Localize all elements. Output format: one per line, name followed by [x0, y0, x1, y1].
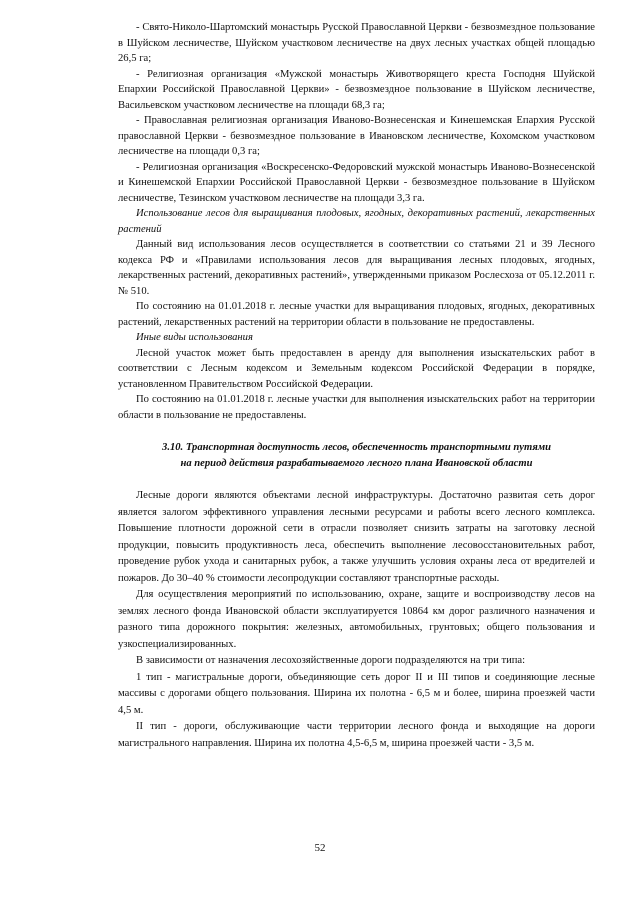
- section-body: [118, 488, 595, 752]
- paragraph: Лесные дороги являются объектами лесной инфраструктуры. Достаточно развитая сеть дорог является залогом эффективного управления лесными ресурсами и работы всего лесного комплекса. Повышение плотности дорожной сети в отрасли позволяет снизить затраты на заготовку лесной продукции, повысить продуктивность леса, обеспечить выполнение лесовосстановительных работ, проведение рубок ухода и санитарных рубок, а также улучшить условия охраны леса от вредителей и пожаров. До 30–40 % стоимости лесопродукции составляют транспортные расходы.: [118, 490, 595, 584]
- list-item: - Свято-Николо-Шартомский монастырь Русской Православной Церкви - безвозмездное пользование в Шуйском лесничестве, Шуйском участковом лесничестве на двух лесных участках общей площадью 26,5 га;: [118, 22, 595, 64]
- list-item: - Религиозная организация «Мужской монастырь Животворящего креста Господня Шуйской Епархии Российской Православной Церкви» - безвозмездное пользование в Шуйском лесничестве, Васильевском участковом лесничестве на площади 68,3 га;: [118, 68, 595, 111]
- section-heading: [118, 440, 595, 472]
- paragraph: По состоянию на 01.01.2018 г. лесные участки для выращивания плодовых, ягодных, декоративных растений, лекарственных растений на территории области в пользование не предоставлены.: [118, 301, 595, 328]
- paragraph: Лесной участок может быть предоставлен в аренду для выполнения изыскательских работ в соответствии с Лесным кодексом и Земельным кодексом Российской Федерации в порядке, установленном Правительством Российской Федерации.: [118, 347, 595, 390]
- paragraph: В зависимости от назначения лесохозяйственные дороги подразделяются на три типа:: [136, 655, 526, 666]
- paragraph: Для осуществления мероприятий по использованию, охране, защите и воспроизводству лесов на землях лесного фонда Ивановской области эксплуатируется 10864 км дорог различного назначения и разного типа дорожного покрытия: железных, автомобильных, грунтовых; общего пользования и узкоспециализированных.: [118, 589, 595, 650]
- paragraph: II тип - дороги, обслуживающие части территории лесного фонда и выходящие на дороги магистрального направления. Ширина их полотна 4,5-6,5 м, ширина проезжей части - 3,5 м.: [118, 721, 595, 749]
- subheading-plants: Использование лесов для выращивания плодовых, ягодных, декоративных растений, лекарственных растений: [118, 208, 595, 235]
- religious-org-list: [118, 20, 595, 206]
- list-item: - Православная религиозная организация Иваново-Вознесенская и Кинешемская Епархия Русской православной Церкви - безвозмездное пользование в Ивановском лесничестве, Кохомском участковом лесничестве на площади 0,3 га;: [118, 115, 595, 157]
- page-content: [118, 20, 595, 752]
- page-number: 52: [314, 842, 326, 854]
- section-heading-line1: 3.10. Транспортная доступность лесов, обеспеченность транспортными путями: [162, 442, 551, 453]
- section-heading-line2: на период действия разрабатываемого лесного плана Ивановской области: [180, 458, 533, 469]
- subheading-other: Иные виды использования: [136, 332, 253, 343]
- list-item: - Религиозная организация «Воскресенско-Федоровский мужской монастырь Иваново-Вознесенской и Кинешемской Епархии Российской Православной Церкви - безвозмездное пользование в Шуйском лесничестве, Тезинском участковом лесничестве на площади 3,3 га.: [118, 161, 595, 204]
- paragraph: По состоянию на 01.01.2018 г. лесные участки для выполнения изыскательских работ на территории области в пользование не предоставлены.: [118, 394, 595, 421]
- paragraph: Данный вид использования лесов осуществляется в соответствии со статьями 21 и 39 Лесного кодекса РФ и «Правилами использования лесов для выращивания лесных плодовых, ягодных, лекарственных растений, декоративных растений», утвержденными приказом Рослесхоза от 05.12.2011 г. № 510.: [118, 239, 595, 297]
- paragraph: 1 тип - магистральные дороги, объединяющие сеть дорог II и III типов и соединяющие лесные массивы с дорогами общего пользования. Ширина их полотна - 6,5 м и более, ширина проезжей части 4,5 м.: [118, 671, 595, 716]
